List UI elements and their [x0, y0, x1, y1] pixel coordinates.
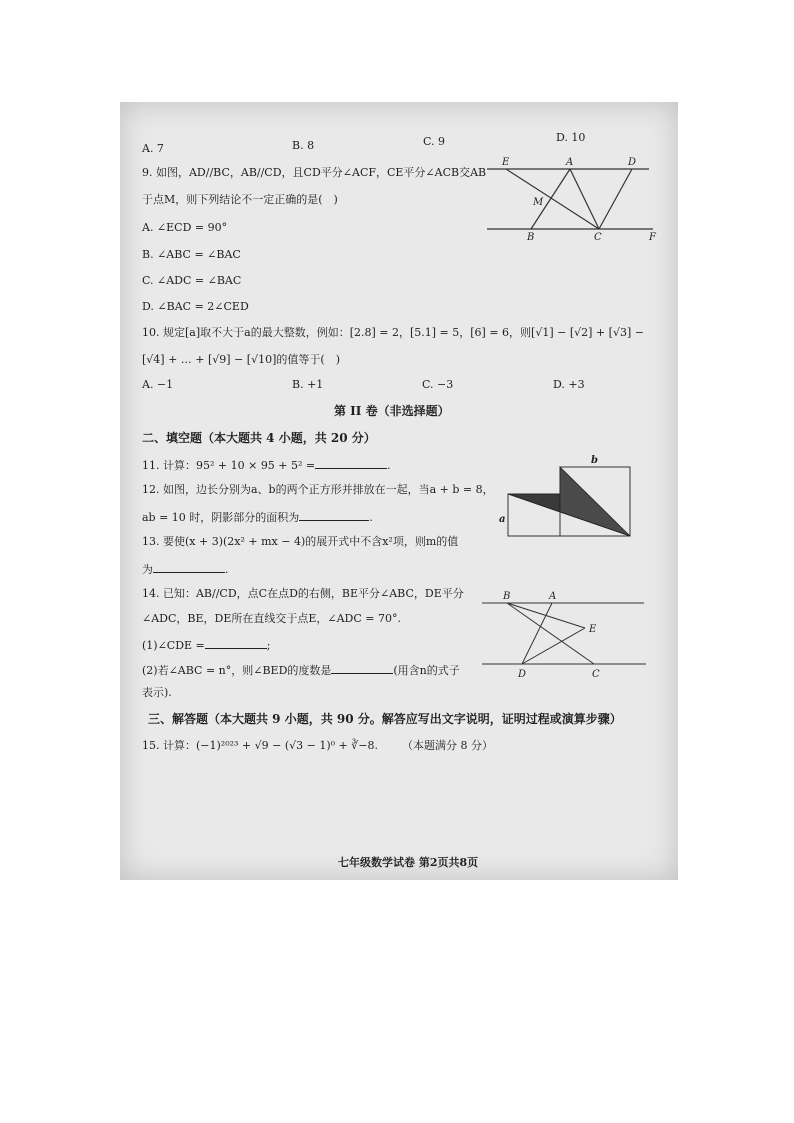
q14-part1: (1)∠CDE = ; — [142, 639, 271, 652]
q14-part2-text: (2)若∠ABC = n°，则∠BED的度数是 — [142, 664, 332, 677]
q9-label-c: C — [594, 232, 602, 243]
q11-stem: 11. 计算：95² + 10 × 95 + 5² = . — [142, 459, 391, 472]
q12-answer-blank[interactable] — [299, 509, 369, 521]
q10-stem-line1: 10. 规定[a]取不大于a的最大整数，例如：[2.8] = 2，[5.1] = 5，[6] = 6，则[√1] − [√2] + [√3] − — [142, 326, 644, 339]
q14-part2-blank[interactable] — [331, 662, 393, 674]
q15-stem: 15. 计算：(−1)²⁰²³ + √9 − (√3 − 1)⁰ + ∛−8. — [142, 739, 378, 752]
q14-label-c: C — [592, 669, 600, 680]
q13-stem-line1: 13. 要使(x + 3)(2x² + mx − 4)的展开式中不含x²项，则m的值 — [142, 535, 459, 548]
q14-part2 — [142, 662, 460, 678]
q14-part2-tail: (用含n的式子 — [393, 664, 460, 677]
q9-figure — [485, 154, 660, 242]
q11-text: 11. 计算：95² + 10 × 95 + 5² = — [142, 459, 316, 472]
q10-option-d: D. +3 — [553, 378, 585, 391]
q14-figure — [480, 588, 648, 682]
q9-option-b: B. ∠ABC = ∠BAC — [142, 248, 241, 261]
q14-label-d: D — [518, 669, 527, 680]
q9-label-a: A — [566, 157, 574, 168]
q9-label-b: B — [527, 232, 535, 243]
q10-option-b: B. +1 — [292, 378, 324, 391]
q12-stem-line1: 12. 如图，边长分别为a、b的两个正方形并排放在一起，当a + b = 8， — [142, 483, 494, 496]
q9-stem-line2: 于点M，则下列结论不一定正确的是( ) — [142, 193, 338, 206]
q9-label-m: M — [533, 197, 544, 208]
part2-title: 第 II 卷（非选择题） — [334, 404, 450, 418]
q14-part1-blank[interactable] — [205, 637, 267, 649]
q12-text: ab = 10 时，阴影部分的面积为 — [142, 511, 300, 524]
q12-label-b: b — [591, 455, 598, 466]
q14-label-e: E — [589, 624, 597, 635]
q11-answer-blank[interactable] — [315, 457, 387, 469]
q10-stem-line2: [√4] + … + [√9] − [√10]的值等于( ) — [142, 353, 340, 366]
q14-stem-line2: ∠ADC，BE，DE所在直线交于点E，∠ADC = 70°. — [142, 612, 401, 625]
q14-part1-text: (1)∠CDE = — [142, 639, 205, 652]
q10-option-a: A. −1 — [142, 378, 174, 391]
q14-stem-line5: 表示). — [142, 686, 172, 699]
q15-score: （本题满分 8 分） — [402, 739, 493, 752]
q9-option-a: A. ∠ECD = 90° — [142, 221, 228, 234]
q9-stem-line1: 9. 如图，AD//BC，AB//CD，且CD平分∠ACF，CE平分∠ACB交AB — [142, 166, 487, 179]
q13-stem-line2: 为 . — [142, 563, 229, 576]
section3-heading: 三、解答题（本大题共 9 小题，共 90 分。解答应写出文字说明，证明过程或演算步骤） — [148, 712, 622, 726]
q12-figure — [499, 452, 636, 540]
q8-option-d: D. 10 — [556, 131, 586, 144]
q13-answer-blank[interactable] — [153, 561, 225, 573]
q12-stem-line2: ab = 10 时，阴影部分的面积为 . — [142, 511, 373, 524]
q8-option-c: C. 9 — [423, 135, 446, 148]
q9-option-d: D. ∠BAC = 2∠CED — [142, 300, 249, 313]
q14-label-b: B — [503, 591, 511, 602]
q9-option-c: C. ∠ADC = ∠BAC — [142, 274, 242, 287]
q14-label-a: A — [549, 591, 557, 602]
q8-option-a: A. 7 — [142, 142, 164, 155]
q14-stem-line1: 14. 已知：AB//CD，点C在点D的右侧，BE平分∠ABC，DE平分 — [142, 587, 464, 600]
q13-text: 为 — [142, 563, 153, 576]
q9-label-d: D — [628, 157, 637, 168]
q8-option-b: B. 8 — [292, 139, 315, 152]
q9-label-f: F — [649, 232, 656, 243]
q9-label-e: E — [502, 157, 510, 168]
section2-heading: 二、填空题（本大题共 4 小题，共 20 分） — [142, 431, 376, 445]
q10-option-c: C. −3 — [422, 378, 454, 391]
exam-page — [120, 102, 678, 880]
q12-label-a: a — [499, 514, 506, 525]
page-footer: 七年级数学试卷 第2页共8页 — [338, 856, 479, 869]
